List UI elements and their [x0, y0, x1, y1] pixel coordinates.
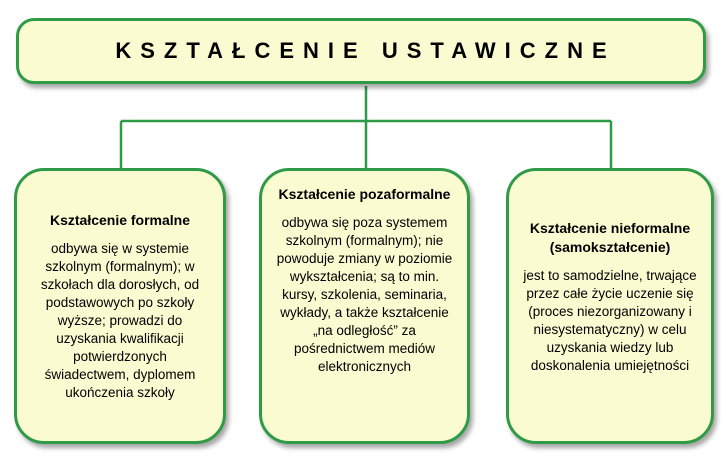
node-title: Kształcenie pozaformalne [278, 186, 451, 202]
node-nonformal-education [259, 168, 470, 444]
node-title: Kształcenie formalne [49, 212, 191, 228]
root-title: KSZTAŁCENIE USTAWICZNE [115, 38, 616, 63]
node-description: odbywa się poza systemem szkolnym (formalnym); nie powoduje zmiany w poziomie wykształcenia; są to min. kursy, szkolenia, seminaria, wykłady, a także kształcenie „na odległość” za pośrednictwem mediów elektronicznych [276, 215, 453, 374]
root-node [16, 18, 706, 84]
node-informal-education [506, 168, 714, 444]
node-title: Kształcenie nieformalne (samokształcenie) [529, 220, 691, 255]
node-description: jest to samodzielne, trwające przez całe życie uczenie się (proces niezorganizowany i niesystematyczny) w celu uzyskania wiedzy lub doskonalenia umiejętności [523, 268, 697, 373]
node-formal-education [14, 168, 226, 444]
node-description: odbywa się w systemie szkolnym (formalnym); w szkołach dla dorosłych, od podstawowych po szkoły wyższe; prowadzi do uzyskania kwalifikacji potwierdzonych świadectwem, dyplomem ukończenia szkoły [40, 241, 200, 400]
